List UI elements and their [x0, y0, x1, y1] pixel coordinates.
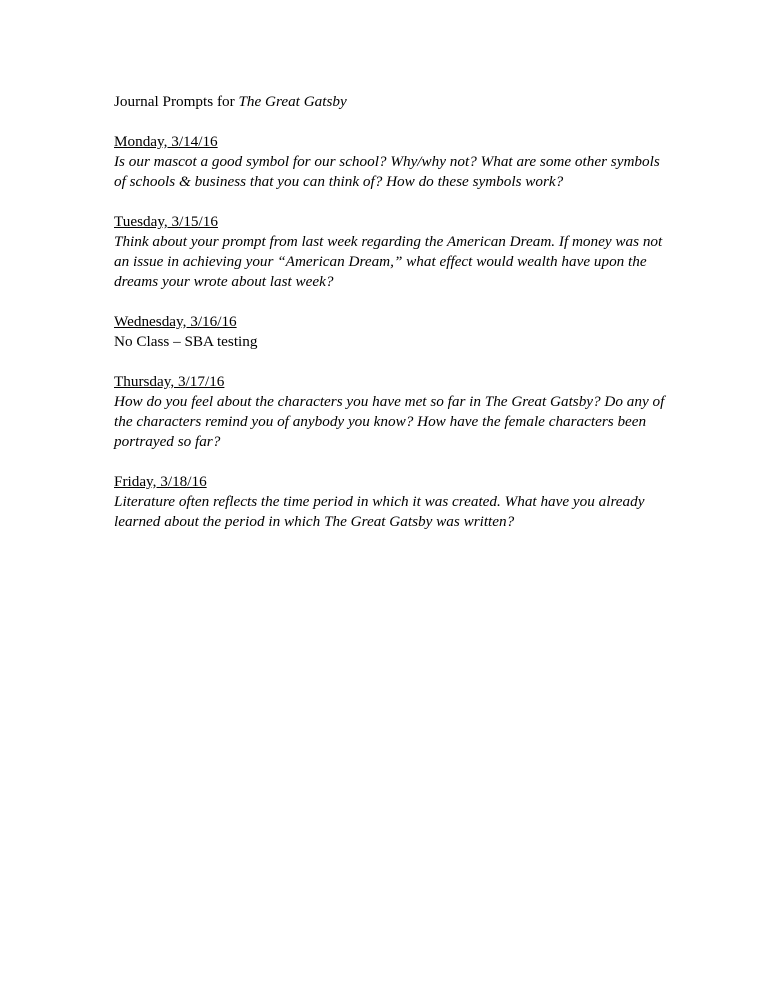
title-book-name: The Great Gatsby	[238, 93, 347, 110]
document-page	[114, 92, 674, 552]
title-prefix: Journal Prompts for	[114, 93, 239, 110]
entry-prompt: Is our mascot a good symbol for our school? Why/why not? What are some other symbols of schools & business that you can think of? How do these symbols work?	[114, 153, 660, 190]
journal-entry-friday	[114, 472, 674, 532]
entry-date: Monday, 3/14/16	[114, 133, 218, 150]
journal-entry-tuesday	[114, 212, 674, 292]
entry-date: Tuesday, 3/15/16	[114, 213, 218, 230]
journal-entry-thursday	[114, 372, 674, 452]
entry-prompt: Literature often reflects the time period in which it was created. What have you already learned about the period in which The Great Gatsby was written?	[114, 493, 645, 530]
entry-date: Wednesday, 3/16/16	[114, 313, 237, 330]
document-title	[114, 92, 674, 112]
entry-date: Thursday, 3/17/16	[114, 373, 225, 390]
journal-entry-wednesday	[114, 312, 674, 352]
entry-prompt: How do you feel about the characters you have met so far in The Great Gatsby? Do any of the characters remind you of anybody you know? How have the female characters been portrayed so far?	[114, 393, 665, 450]
entry-date: Friday, 3/18/16	[114, 473, 207, 490]
journal-entry-monday	[114, 132, 674, 192]
entry-prompt: Think about your prompt from last week regarding the American Dream. If money was not an issue in achieving your “American Dream,” what effect would wealth have upon the dreams your wrote about last week?	[114, 233, 663, 290]
entry-prompt: No Class – SBA testing	[114, 333, 258, 350]
